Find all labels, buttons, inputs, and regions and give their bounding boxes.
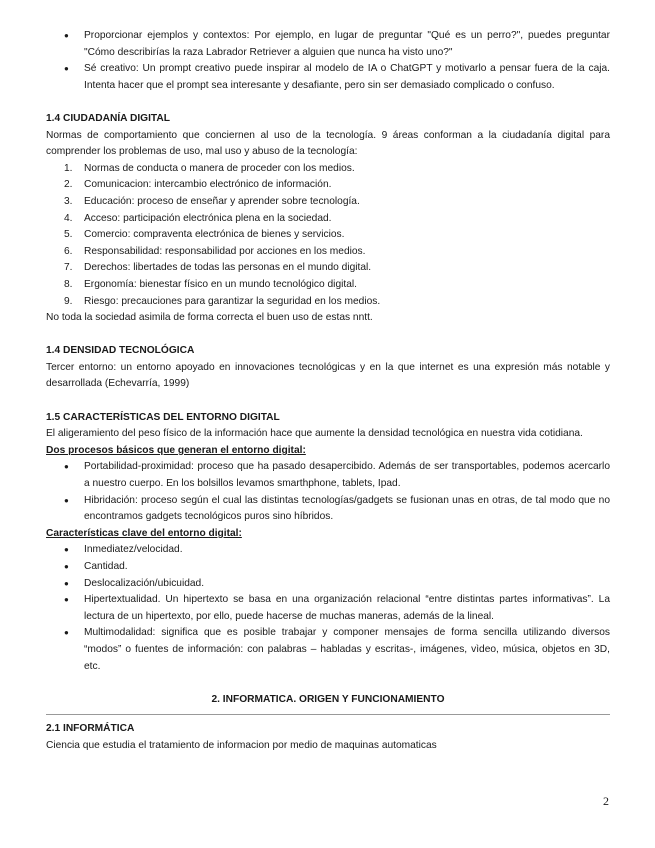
list-item: ● Proporcionar ejemplos y contextos: Por ejemplo, en lugar de preguntar "Qué es un perro?", puedes preguntar "Cómo describirías la raza Labrador Retriever a alguien que nunca ha visto uno?": [46, 28, 610, 61]
numbered-list: [46, 161, 610, 310]
section-heading-informatica: 2.1 INFORMÁTICA: [46, 723, 135, 735]
paragraph: Ciencia que estudia el tratamiento de informacion por medio de maquinas automaticas: [46, 739, 437, 751]
paragraph: Tercer entorno: un entorno apoyado en innovaciones tecnológicas y en la que internet es una expresión más notable y desarrollada (Echevarría, 1999): [46, 361, 610, 390]
document-page: [46, 28, 610, 755]
list-item: 8. Ergonomía: bienestar físico en un mundo tecnológico digital.: [64, 278, 357, 290]
subheading-caracteristicas: Características clave del entorno digital:: [46, 527, 242, 539]
procesos-bullet-list: [46, 459, 610, 525]
list-item: ● Multimodalidad: significa que es posible trabajar y componer mensajes de forma sencilla utilizando diversos “modos” o fuentes de información: con palabras – habladas y escritas-, imágenes, vìdeo, música, objetos en 3D, etc.: [46, 625, 610, 675]
list-item: ● Hipertextualidad. Un hipertexto se basa en una organización relacional “entre distintas partes informativas”. La lectura de un hipertexto, por ello, puede hacerse de muchas maneras, además de la lineal.: [46, 592, 610, 625]
list-item: 5. Comercio: compraventa electrónica de bienes y servicios.: [64, 229, 345, 241]
list-item: ● Portabilidad-proximidad: proceso que ha pasado desapercibido. Además de ser transportables, podemos acercarlo a nuestro cuerpo. En los bolsillos levamos smarthphone, tablets, Ipad.: [46, 459, 610, 492]
list-item: 3. Educación: proceso de enseñar y aprender sobre tecnología.: [64, 195, 360, 207]
list-item: 4. Acceso: participación electrónica plena en la sociedad.: [64, 212, 332, 224]
paragraph: El aligeramiento del peso físico de la información hace que aumente la densidad tecnológica en nuestra vida cotidiana.: [46, 428, 583, 440]
paragraph: No toda la sociedad asimila de forma correcta el buen uso de estas nntt.: [46, 312, 373, 324]
subheading-procesos: Dos procesos básicos que generan el entorno digital:: [46, 444, 306, 456]
chapter-title: 2. INFORMATICA. ORIGEN Y FUNCIONAMIENTO: [211, 693, 445, 705]
list-item: ● Inmediatez/velocidad.: [46, 542, 610, 559]
list-item: 1. Normas de conducta o manera de proceder con los medios.: [64, 162, 355, 174]
list-item: 2. Comunicacion: intercambio electrónico de información.: [64, 179, 332, 191]
list-item: ● Deslocalización/ubicuidad.: [46, 576, 610, 593]
intro-bullet-list: [46, 28, 610, 94]
page-number: 2: [603, 794, 609, 808]
list-item: ● Sé creativo: Un prompt creativo puede inspirar al modelo de IA o ChatGPT y motivarlo a pensar fuera de la caja. Intenta hacer que el prompt sea interesante y desafiante, pero sin ser demasiado complicado o confuso.: [46, 61, 610, 94]
divider: [46, 714, 610, 715]
section-heading-densidad: 1.4 DENSIDAD TECNOLÓGICA: [46, 345, 195, 357]
list-item: ● Hibridación: proceso según el cual las distintas tecnologías/gadgets se fusionan unas en otras, de tal modo que no encontramos gadgets tecnológicos puros sino híbridos.: [46, 493, 610, 526]
list-item: ● Cantidad.: [46, 559, 610, 576]
list-item: 6. Responsabilidad: responsabilidad por acciones en los medios.: [64, 245, 366, 257]
list-item: 9. Riesgo: precauciones para garantizar la seguridad en los medios.: [64, 295, 381, 307]
section-heading-ciudadania: 1.4 CIUDADANÍA DIGITAL: [46, 112, 170, 124]
caracteristicas-bullet-list: [46, 542, 610, 675]
section-heading-caracteristicas: 1.5 CARACTERÍSTICAS DEL ENTORNO DIGITAL: [46, 411, 280, 423]
list-item: 7. Derechos: libertades de todas las personas en el mundo digital.: [64, 262, 372, 274]
paragraph: Normas de comportamiento que conciernen al uso de la tecnología. 9 áreas conforman a la ciudadanía digital para comprender los problemas de uso, mal uso y abuso de la tecnología:: [46, 129, 610, 158]
